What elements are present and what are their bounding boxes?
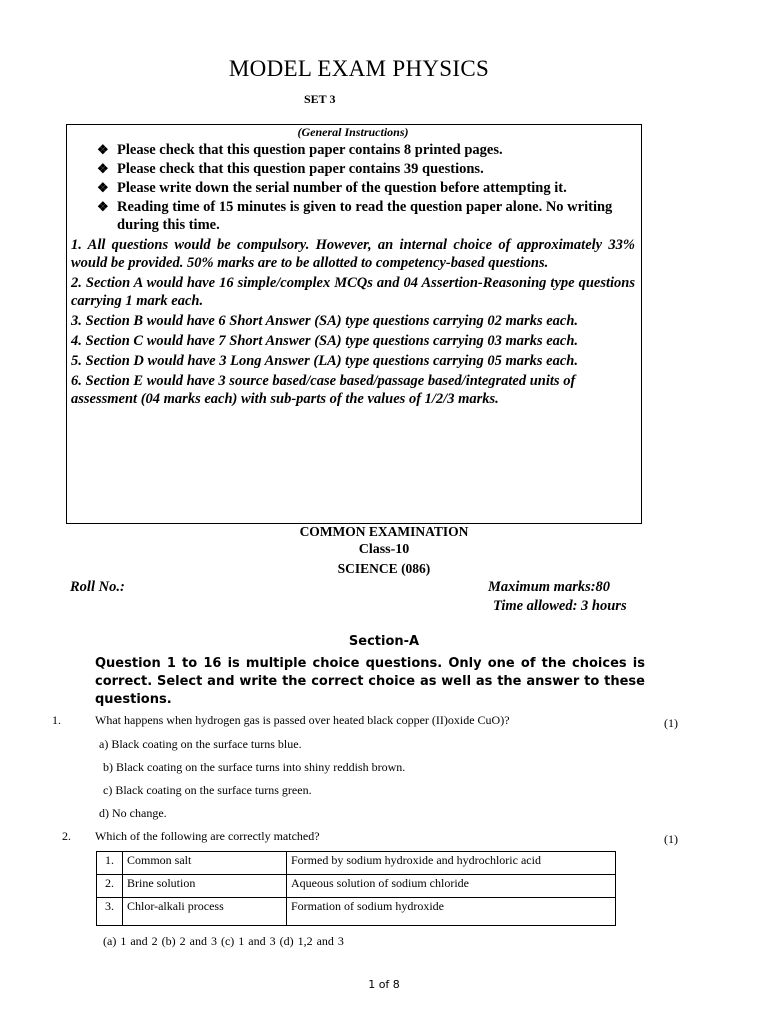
time-allowed-label: Time allowed: 3 hours [493, 598, 627, 614]
instructions-box [66, 124, 642, 524]
exam-name: COMMON EXAMINATION [299, 524, 469, 539]
rule-item: 4. Section C would have 7 Short Answer (SA) type questions carrying 03 marks each. [71, 333, 579, 349]
rule-item: 2. Section A would have 16 simple/complex MCQs and 04 Assertion-Reasoning type questions carrying 1 mark each. [71, 275, 635, 309]
table-row [97, 852, 616, 875]
match-table [96, 851, 616, 926]
table-cell: Brine solution [123, 875, 287, 898]
table-cell: Formed by sodium hydroxide and hydrochloric acid [287, 852, 616, 875]
instructions-heading: (General Instructions) [297, 125, 409, 139]
class-label: Class-10 [358, 542, 410, 557]
table-row [97, 875, 616, 898]
question-1-option-d: d) No change. [99, 806, 167, 820]
question-2-marks: (1) [664, 832, 678, 846]
bullet-item: ❖ Please check that this question paper contains 8 printed pages. [97, 142, 503, 158]
diamond-bullet-icon: ❖ [97, 180, 109, 195]
question-2-text: Which of the following are correctly matched? [95, 829, 320, 843]
roll-number-label: Roll No.: [70, 579, 125, 595]
table-cell: Aqueous solution of sodium chloride [287, 875, 616, 898]
diamond-bullet-icon: ❖ [97, 142, 109, 157]
question-1-text: What happens when hydrogen gas is passed over heated black copper (II)oxide CuO)? [95, 713, 510, 727]
rule-item: 1. All questions would be compulsory. However, an internal choice of approximately 33% would be provided. 50% marks are to be allotted to competency-based questions. [71, 237, 635, 271]
section-a-intro: Question 1 to 16 is multiple choice questions. Only one of the choices is correct. Select and write the correct choice as well as the answer to these questions. [95, 656, 645, 707]
table-cell: 2. [97, 875, 123, 898]
question-1-option-c: c) Black coating on the surface turns green. [103, 783, 312, 797]
table-cell: 3. [97, 898, 123, 926]
set-label: SET 3 [304, 92, 336, 106]
rule-item: 5. Section D would have 3 Long Answer (LA) type questions carrying 05 marks each. [71, 353, 578, 369]
max-marks-label: Maximum marks:80 [488, 579, 611, 595]
question-1-marks: (1) [664, 716, 678, 730]
question-2-choices: (a) 1 and 2 (b) 2 and 3 (c) 1 and 3 (d) 1,2 and 3 [103, 934, 344, 948]
section-a-title: Section-A [348, 634, 420, 649]
question-1-number: 1. [52, 713, 61, 727]
bullet-item: ❖ Reading time of 15 minutes is given to read the question paper alone. No writing during this time. [97, 199, 613, 233]
bullet-item: ❖ Please check that this question paper contains 39 questions. [97, 161, 484, 177]
subject-label: SCIENCE (086) [337, 561, 431, 576]
diamond-bullet-icon: ❖ [97, 161, 109, 176]
table-cell: Formation of sodium hydroxide [287, 898, 616, 926]
table-cell: 1. [97, 852, 123, 875]
question-2-number: 2. [62, 829, 71, 843]
instruction-rules [71, 236, 635, 408]
table-cell: Common salt [123, 852, 287, 875]
rule-item: 6. Section E would have 3 source based/case based/passage based/integrated units of assessment (04 marks each) with sub-parts of the values of 1/2/3 marks. [71, 373, 576, 407]
diamond-bullet-icon: ❖ [97, 199, 109, 214]
question-1-option-b: b) Black coating on the surface turns into shiny reddish brown. [103, 760, 406, 774]
table-cell: Chlor-alkali process [123, 898, 287, 926]
page-title: MODEL EXAM PHYSICS [228, 56, 490, 81]
rule-item: 3. Section B would have 6 Short Answer (SA) type questions carrying 02 marks each. [71, 313, 579, 329]
page-number: 1 of 8 [368, 978, 400, 991]
question-1-option-a: a) Black coating on the surface turns blue. [99, 737, 302, 751]
table-row [97, 898, 616, 926]
instructions-bullets [95, 141, 635, 234]
bullet-item: ❖ Please write down the serial number of the question before attempting it. [97, 180, 567, 196]
